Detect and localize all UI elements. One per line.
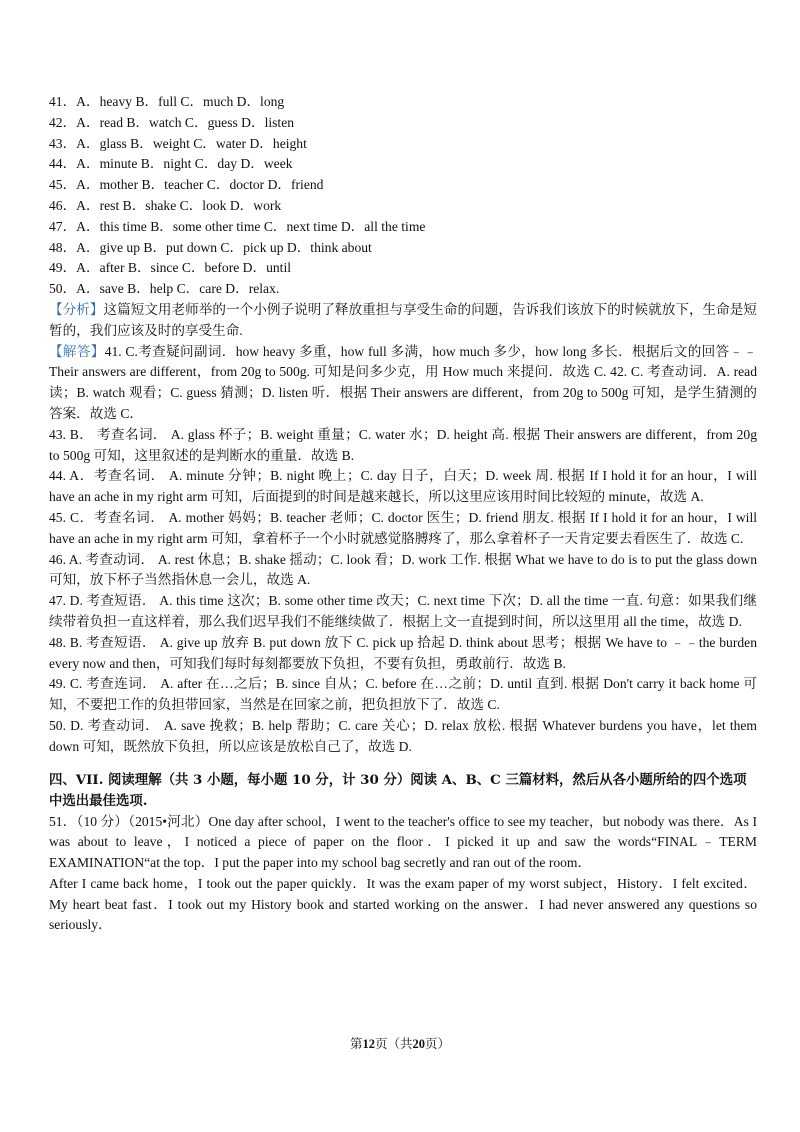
answer-paragraph: 49. C. 考查连词． A. after 在…之后；B. since 自从；C. before 在…之前；D. until 直到. 根据 Don't carry it back home 可知，不要把工作的负担带回家，当然是在回家之前，把负担放下了．故选 C. (49, 676, 757, 713)
analysis-paragraph (49, 300, 757, 342)
answer-paragraph: 46. A. 考查动词． A. rest 休息；B. shake 摇动；C. look 看；D. work 工作. 根据 What we have to do is to put the glass down 可知，放下杯子当然指休息一会儿，故选 A. (49, 551, 757, 588)
section-heading: 四、VII. 阅读理解（共 3 小题，每小题 10 分，计 30 分）阅读 A、B、C 三篇材料，然后从各小题所给的四个选项中选出最佳选项. (49, 771, 747, 809)
footer-suffix: 页） (425, 1037, 451, 1051)
answer-text: 41. C.考查疑问副词．how heavy 多重，how full 多满，how much 多少，how long 多长．根据后文的回答﹣﹣Their answers are different，from 20g to 500g. 可知是问多少克，用 How much 来提问．故选 C. 42. C. 考查动词．A. read 读；B. watch 观看；C. guess 猜测；D. listen 听．根据 Their answers are different，from 20g to 500g 可知，是学生猜测的答案．故选 C． (49, 343, 757, 421)
option-line-45: 45．A．mother B．teacher C．doctor D．friend (49, 177, 324, 193)
option-line-48: 48．A．give up B．put down C．pick up D．think about (49, 239, 372, 255)
answer-paragraph (49, 342, 757, 425)
answer-tag: 【解答】 (49, 343, 105, 359)
option-line-50: 50．A．save B．help C．care D．relax. (49, 281, 280, 297)
analysis-tag: 【分析】 (49, 301, 104, 317)
passage-paragraph: 51．（10 分）（2015•河北）One day after school，I went to the teacher's office to see my teacher，but nobody was there．As I was about to leave，I noticed a piece of paper on the floor．I picked it up and saw the words“FINAL﹣TERM EXAMINATION“at the top．I put the paper into my school bag secretly and ran out of the room． (49, 813, 757, 871)
footer-prefix: 第 (349, 1037, 363, 1051)
option-line-42: 42．A．read B．watch C．guess D．listen (49, 114, 295, 130)
passage-paragraph: After I came back home，I took out the paper quickly．It was the exam paper of my worst subject，History．I felt excited．My heart beat fast．I took out my History book and started working on the answer．I had never answered any questions so seriously． (49, 875, 757, 933)
answer-paragraph: 43. B． 考查名词． A. glass 杯子；B. weight 重量；C. water 水；D. height 高. 根据 Their answers are different，from 20g to 500g 可知，这里叙述的是判断水的重量．故选 B. (49, 426, 757, 463)
option-line-46: 46．A．rest B．shake C．look D．work (49, 197, 282, 213)
footer-total-pages: 20 (412, 1037, 425, 1051)
answer-block (49, 342, 757, 758)
analysis-text: 这篇短文用老师举的一个小例子说明了释放重担与享受生命的问题，告诉我们该放下的时候就放下，生命是短暂的，我们应该及时的享受生命. (49, 301, 758, 338)
option-line-43: 43．A．glass B．weight C．water D．height (49, 135, 307, 151)
option-list (49, 92, 757, 300)
option-line-44: 44．A．minute B．night C．day D．week (49, 156, 293, 172)
option-line-49: 49．A．after B．since C．before D．until (49, 260, 291, 276)
reading-passage (49, 812, 757, 937)
answer-paragraph: 47. D. 考查短语． A. this time 这次；B. some other time 改天；C. next time 下次；D. all the time 一直. 句意：如果我们继续带着负担一直这样着，那么我们迟早我们不能继续做了．根据上文一直提到时间，所以这里用 all the time，故选 D. (49, 593, 757, 629)
footer-page-number: 12 (362, 1037, 375, 1051)
answer-paragraph: 50. D. 考查动词． A. save 挽救；B. help 帮助；C. care 关心；D. relax 放松. 根据 Whatever burdens you have，let them down 可知，既然放下负担，所以应该是放松自己了，故选 D. (49, 717, 757, 754)
option-line-41: 41．A．heavy B．full C．much D．long (49, 94, 285, 109)
document-page (49, 92, 757, 936)
answer-paragraph: 45. C．考查名词． A. mother 妈妈；B. teacher 老师；C. doctor 医生；D. friend 朋友. 根据 If I hold it for an hour，I will have an ache in my right arm 可知，拿着杯子一个小时就感觉胳膊疼了，那么拿着杯子一天肯定要去看医生了．故选 C. (49, 509, 757, 546)
footer-middle: 页（共 (374, 1037, 413, 1051)
page-footer (0, 1034, 800, 1052)
answer-paragraph: 44. A．考查名词． A. minute 分钟；B. night 晚上；C. day 日子，白天；D. week 周. 根据 If I hold it for an hour，I will have an ache in my right arm 可知，后面提到的时间是越来越长，所以这里应该用时间比较短的 minute，故选 A. (49, 468, 757, 505)
answer-paragraph: 48. B. 考查短语． A. give up 放弃 B. put down 放下 C. pick up 拾起 D. think about 思考；根据 We have to ﹣﹣the burden every now and then，可知我们每时每刻都要放下负担，不要有负担，勇敢前行．故选 B. (49, 634, 757, 671)
option-line-47: 47．A．this time B．some other time C．next time D．all the time (49, 218, 426, 234)
